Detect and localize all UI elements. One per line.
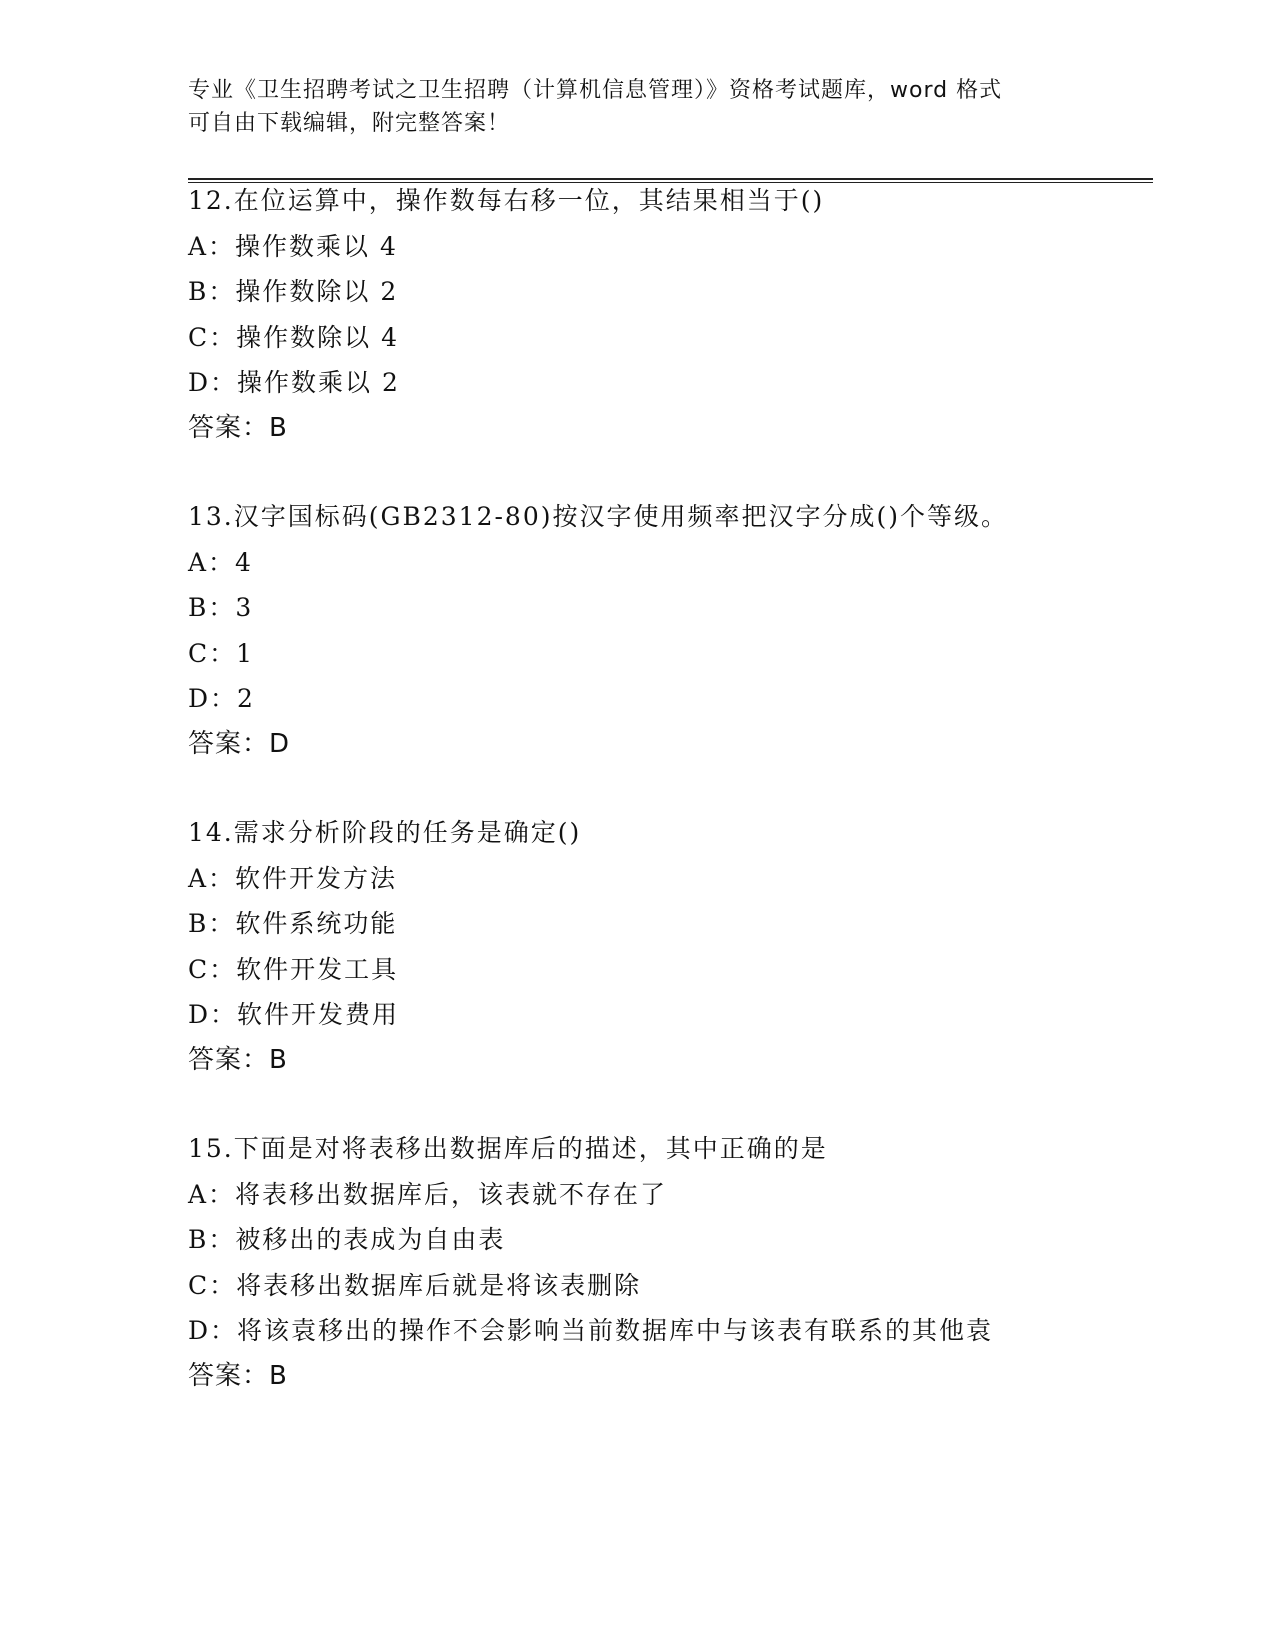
question-stem: 14.需求分析阶段的任务是确定() bbox=[188, 818, 582, 847]
option-a: A：软件开发方法 bbox=[188, 863, 398, 893]
option-c: C：1 bbox=[188, 638, 255, 668]
answer-line: 答案：D bbox=[188, 728, 291, 759]
option-d: D：软件开发费用 bbox=[188, 1000, 400, 1029]
answer-line: 答案：B bbox=[188, 1044, 288, 1075]
option-a: A：操作数乘以 4 bbox=[188, 231, 398, 261]
question-14 bbox=[188, 810, 1148, 1083]
document-header bbox=[188, 74, 1088, 140]
question-stem: 15.下面是对将表移出数据库后的描述，其中正确的是 bbox=[188, 1134, 828, 1163]
question-stem: 12.在位运算中，操作数每右移一位，其结果相当于() bbox=[188, 186, 825, 215]
option-d: D：操作数乘以 2 bbox=[188, 368, 400, 397]
option-b: B：操作数除以 2 bbox=[188, 277, 399, 306]
option-a: A：4 bbox=[188, 547, 253, 577]
answer-line: 答案：B bbox=[188, 412, 288, 443]
header-title-line: 专业《卫生招聘考试之卫生招聘（计算机信息管理）》资格考试题库，word 格式 bbox=[188, 78, 1003, 103]
option-c: C：软件开发工具 bbox=[188, 954, 399, 984]
question-15 bbox=[188, 1126, 1148, 1399]
answer-line: 答案：B bbox=[188, 1360, 288, 1391]
question-12 bbox=[188, 178, 1148, 451]
option-d: D：将该袁移出的操作不会影响当前数据库中与该表有联系的其他袁 bbox=[188, 1316, 994, 1345]
option-b: B：被移出的表成为自由表 bbox=[188, 1225, 506, 1254]
header-subtitle-line: 可自由下载编辑，附完整答案！ bbox=[188, 111, 511, 136]
option-c: C：操作数除以 4 bbox=[188, 322, 399, 352]
option-b: B：3 bbox=[188, 593, 254, 622]
option-a: A：将表移出数据库后，该表就不存在了 bbox=[188, 1179, 668, 1209]
option-d: D：2 bbox=[188, 684, 255, 713]
question-13 bbox=[188, 494, 1148, 767]
question-stem: 13.汉字国标码(GB2312-80)按汉字使用频率把汉字分成()个等级。 bbox=[188, 502, 1008, 531]
option-b: B：软件系统功能 bbox=[188, 909, 398, 938]
option-c: C：将表移出数据库后就是将该表删除 bbox=[188, 1270, 642, 1300]
